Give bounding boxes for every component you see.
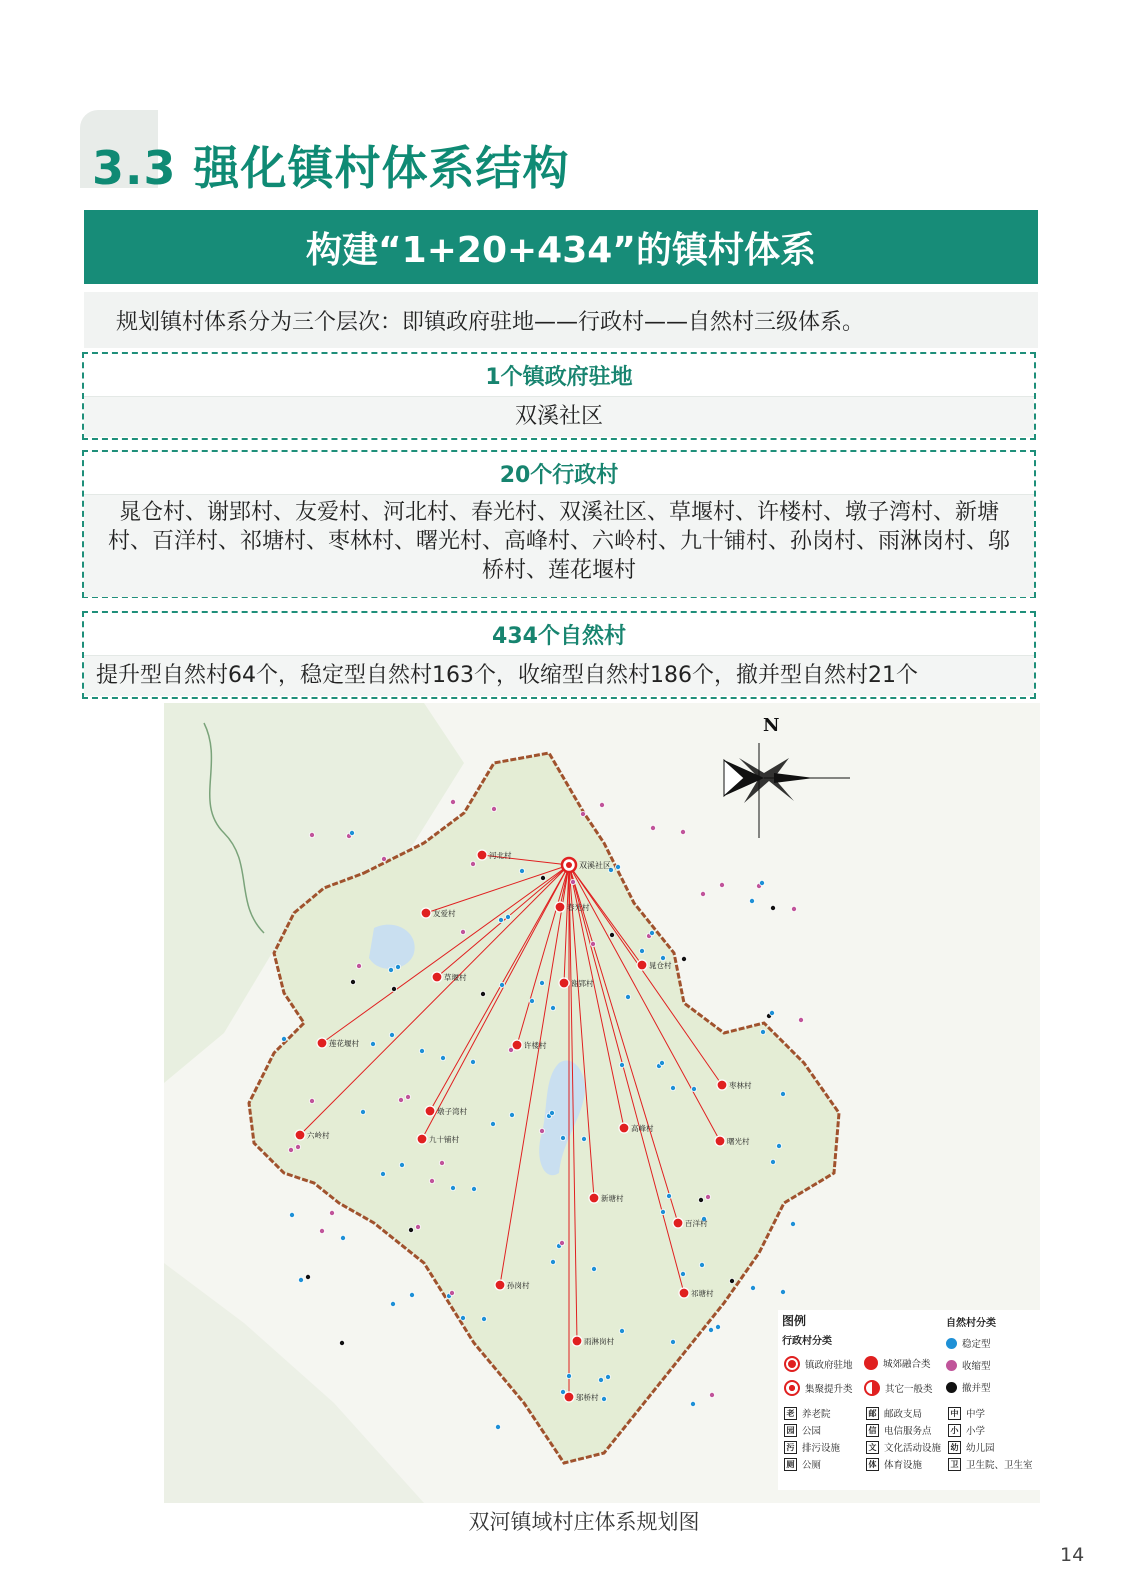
natural-village-marker (609, 932, 614, 937)
natural-village-marker (650, 825, 655, 830)
admin-village-label: 九十铺村 (429, 1135, 459, 1144)
natural-village-marker (570, 879, 575, 884)
admin-village-marker (637, 960, 647, 970)
admin-village-marker (564, 1392, 574, 1402)
natural-village-marker (539, 1128, 544, 1133)
natural-village-marker (470, 861, 475, 866)
natural-village-marker (580, 811, 585, 816)
admin-village-marker (717, 1080, 727, 1090)
natural-village-marker (639, 948, 644, 953)
admin-village-label: 春光村 (567, 903, 590, 912)
natural-village-marker (360, 1109, 365, 1114)
natural-village-marker (619, 1062, 624, 1067)
natural-village-marker (429, 1178, 434, 1183)
admin-village-label: 新塘村 (601, 1194, 624, 1203)
tier-admin-villages (82, 450, 1036, 598)
natural-village-marker (480, 991, 485, 996)
map-caption: 双河镇域村庄体系规划图 (468, 1510, 700, 1534)
north-label: N (763, 715, 780, 736)
admin-village-marker (512, 1040, 522, 1050)
facility-icon: 厕 (784, 1458, 797, 1471)
natural-village-marker (390, 1301, 395, 1306)
town-seat-label: 双溪社区 (579, 861, 611, 870)
admin-village-label: 许楼村 (524, 1041, 547, 1050)
legend-label: 体育设施 (884, 1460, 923, 1471)
legend-label: 城郊融合类 (883, 1359, 931, 1370)
natural-village-marker (680, 1271, 685, 1276)
legend-facility (866, 1406, 922, 1420)
natural-village-marker (529, 998, 534, 1003)
tier-body: 双溪社区 (84, 397, 1034, 437)
tier-heading: 434个自然村 (84, 613, 1034, 656)
admin-village-marker (715, 1136, 725, 1146)
natural-village-marker (350, 979, 355, 984)
suburban-symbol-icon (864, 1356, 878, 1370)
natural-village-marker (395, 964, 400, 969)
admin-village-marker (559, 978, 569, 988)
natural-village-marker (649, 930, 654, 935)
legend-label: 其它一般类 (885, 1384, 933, 1395)
legend-label: 幼儿园 (966, 1443, 995, 1454)
natural-village-marker (791, 906, 796, 911)
admin-village-marker (572, 1336, 582, 1346)
legend-admin-cluster (784, 1380, 853, 1396)
natural-village-marker (540, 875, 545, 880)
banner-text: 构建“1+20+434”的镇村体系 (306, 229, 816, 271)
natural-village-marker (759, 880, 764, 885)
natural-village-marker (519, 868, 524, 873)
legend-label: 排污设施 (802, 1443, 841, 1454)
natural-village-marker (670, 1339, 675, 1344)
admin-village-label: 祁塘村 (691, 1289, 714, 1298)
natural-village-marker (288, 1147, 293, 1152)
natural-village-marker (601, 1396, 606, 1401)
legend-label: 邮政支局 (884, 1409, 923, 1420)
natural-village-marker (719, 882, 724, 887)
seat-symbol-icon (784, 1356, 800, 1372)
stable-symbol-icon (946, 1338, 957, 1349)
natural-village-marker (776, 1143, 781, 1148)
natural-village-marker (760, 1029, 765, 1034)
natural-village-marker (439, 1160, 444, 1165)
natural-village-marker (289, 1212, 294, 1217)
natural-village-marker (749, 898, 754, 903)
facility-icon: 邮 (866, 1407, 879, 1420)
admin-village-marker (425, 1106, 435, 1116)
natural-village-marker (388, 967, 393, 972)
natural-village-marker (319, 1228, 324, 1233)
natural-village-marker (550, 1005, 555, 1010)
legend-label: 撤并型 (962, 1383, 991, 1394)
natural-village-marker (498, 917, 503, 922)
natural-village-marker (780, 1091, 785, 1096)
admin-village-label: 莲花堰村 (329, 1039, 359, 1048)
admin-village-marker (679, 1288, 689, 1298)
facility-icon: 老 (784, 1407, 797, 1420)
section-title: 强化镇村体系结构 (193, 141, 570, 195)
natural-village-marker (539, 980, 544, 985)
tier-natural-villages (82, 611, 1036, 699)
facility-icon: 卫 (948, 1458, 961, 1471)
admin-village-label: 高峰村 (631, 1124, 654, 1133)
tier-heading: 20个行政村 (84, 452, 1034, 495)
natural-village-marker (349, 830, 354, 835)
natural-village-marker (559, 1240, 564, 1245)
admin-village-marker (421, 908, 431, 918)
page-title (92, 132, 570, 198)
legend-facility (948, 1457, 1033, 1471)
admin-village-label: 晁仓村 (649, 961, 672, 970)
cluster-symbol-icon (784, 1380, 800, 1396)
admin-village-marker (477, 850, 487, 860)
page-number: 14 (1060, 1544, 1085, 1566)
facility-icon: 小 (948, 1424, 961, 1437)
natural-village-marker (698, 1197, 703, 1202)
legend-label: 稳定型 (962, 1339, 991, 1350)
natural-village-marker (590, 941, 595, 946)
legend-natural-title: 自然村分类 (946, 1318, 996, 1329)
legend-label: 卫生院、卫生室 (966, 1460, 1033, 1471)
natural-village-marker (560, 1135, 565, 1140)
tier-town-seat (82, 352, 1036, 440)
natural-village-marker (509, 1112, 514, 1117)
natural-village-marker (670, 1085, 675, 1090)
banner (84, 210, 1038, 284)
admin-village-marker (317, 1038, 327, 1048)
natural-village-marker (470, 1059, 475, 1064)
legend-label: 收缩型 (962, 1361, 991, 1372)
legend-facility (948, 1406, 985, 1420)
natural-village-marker (708, 1327, 713, 1332)
intro-text: 规划镇村体系分为三个层次：即镇政府驻地——行政村——自然村三级体系。 (84, 292, 1038, 348)
admin-village-label: 墩子湾村 (437, 1107, 467, 1116)
legend-label: 镇政府驻地 (805, 1360, 853, 1371)
natural-village-marker (790, 1221, 795, 1226)
natural-village-marker (370, 1041, 375, 1046)
facility-icon: 园 (784, 1424, 797, 1437)
natural-village-marker (550, 1259, 555, 1264)
legend-natural-merge (946, 1380, 991, 1394)
natural-village-marker (490, 1121, 495, 1126)
natural-village-marker (591, 1266, 596, 1271)
natural-village-marker (690, 1401, 695, 1406)
facility-icon: 幼 (948, 1441, 961, 1454)
admin-village-label: 友爱村 (433, 909, 456, 918)
admin-village-marker (432, 972, 442, 982)
admin-village-label: 河北村 (489, 851, 512, 860)
legend-facility (866, 1457, 922, 1471)
natural-village-marker (419, 1048, 424, 1053)
natural-village-marker (660, 955, 665, 960)
natural-village-marker (309, 832, 314, 837)
legend-label: 文化活动设施 (884, 1443, 942, 1454)
natural-village-marker (380, 1171, 385, 1176)
legend-label: 公园 (802, 1426, 822, 1437)
legend-facility (784, 1406, 831, 1420)
legend-facility (784, 1440, 840, 1454)
natural-village-marker (339, 1340, 344, 1345)
natural-village-marker (798, 1017, 803, 1022)
natural-village-marker (491, 806, 496, 811)
map-legend (778, 1310, 1040, 1490)
admin-village-marker (495, 1280, 505, 1290)
natural-village-marker (399, 1162, 404, 1167)
natural-village-marker (309, 1098, 314, 1103)
natural-village-marker (549, 1110, 554, 1115)
admin-village-marker (295, 1130, 305, 1140)
legend-label: 中学 (966, 1409, 986, 1420)
natural-village-marker (460, 1315, 465, 1320)
legend-natural-shrink (946, 1358, 991, 1372)
natural-village-marker (481, 1316, 486, 1321)
legend-facility (784, 1423, 821, 1437)
tier-body: 晁仓村、谢郢村、友爱村、河北村、春光村、双溪社区、草堰村、许楼村、墩子湾村、新塘村、百洋村、祁塘村、枣林村、曙光村、高峰村、六岭村、九十铺村、孙岗村、雨淋岗村、邬桥村、莲花堰村 (84, 495, 1034, 597)
natural-village-marker (705, 1194, 710, 1199)
natural-village-marker (598, 1377, 603, 1382)
admin-village-label: 枣林村 (729, 1081, 752, 1090)
natural-village-marker (495, 1424, 500, 1429)
facility-icon: 信 (866, 1424, 879, 1437)
natural-village-marker (295, 1144, 300, 1149)
natural-village-marker (715, 1324, 720, 1329)
natural-village-marker (699, 1262, 704, 1267)
natural-village-marker (440, 1055, 445, 1060)
legend-admin-title: 行政村分类 (782, 1336, 832, 1347)
facility-icon: 体 (866, 1458, 879, 1471)
natural-village-marker (770, 1159, 775, 1164)
natural-village-marker (450, 799, 455, 804)
natural-village-marker (619, 1328, 624, 1333)
general-symbol-icon (864, 1380, 880, 1396)
facility-icon: 污 (784, 1441, 797, 1454)
legend-label: 养老院 (802, 1409, 831, 1420)
natural-village-marker (329, 1210, 334, 1215)
natural-village-marker (660, 1209, 665, 1214)
natural-village-marker (405, 1094, 410, 1099)
admin-village-marker (589, 1193, 599, 1203)
admin-village-label: 六岭村 (307, 1131, 330, 1140)
legend-facility (866, 1440, 941, 1454)
natural-village-marker (281, 1036, 286, 1041)
natural-village-marker (505, 914, 510, 919)
natural-village-marker (391, 986, 396, 991)
natural-village-marker (700, 891, 705, 896)
natural-village-marker (780, 1289, 785, 1294)
natural-village-marker (305, 1274, 310, 1279)
natural-village-marker (681, 956, 686, 961)
facility-icon: 文 (866, 1441, 879, 1454)
legend-admin-suburban (864, 1356, 931, 1370)
admin-village-label: 邬桥村 (576, 1393, 599, 1402)
facility-icon: 中 (948, 1407, 961, 1420)
natural-village-marker (381, 856, 386, 861)
legend-facility (948, 1423, 985, 1437)
admin-village-label: 孙岗村 (507, 1281, 530, 1290)
natural-village-marker (770, 905, 775, 910)
natural-village-marker (680, 829, 685, 834)
natural-village-marker (499, 982, 504, 987)
legend-natural-stable (946, 1336, 991, 1350)
tier-body: 提升型自然村64个，稳定型自然村163个，收缩型自然村186个，撤并型自然村21个 (84, 656, 1034, 696)
legend-label: 公厕 (802, 1460, 822, 1471)
admin-village-label: 曙光村 (727, 1137, 750, 1146)
legend-label: 电信服务点 (884, 1426, 932, 1437)
natural-village-marker (298, 1277, 303, 1282)
natural-village-marker (449, 1290, 454, 1295)
legend-title: 图例 (782, 1314, 807, 1328)
natural-village-marker (581, 1136, 586, 1141)
natural-village-marker (709, 1392, 714, 1397)
natural-village-marker (691, 1086, 696, 1091)
natural-village-marker (398, 1097, 403, 1102)
natural-village-marker (340, 1235, 345, 1240)
natural-village-marker (615, 864, 620, 869)
legend-label: 集聚提升类 (805, 1384, 853, 1395)
natural-village-marker (389, 1032, 394, 1037)
merge-symbol-icon (946, 1382, 957, 1393)
shrink-symbol-icon (946, 1360, 957, 1371)
admin-village-label: 草堰村 (444, 973, 467, 982)
legend-admin-general (864, 1380, 933, 1396)
admin-village-marker (417, 1134, 427, 1144)
natural-village-marker (566, 1373, 571, 1378)
natural-village-marker (750, 1285, 755, 1290)
natural-village-marker (769, 1010, 774, 1015)
legend-facility (866, 1423, 932, 1437)
legend-label: 小学 (966, 1426, 986, 1437)
natural-village-marker (471, 1186, 476, 1191)
natural-village-marker (729, 1278, 734, 1283)
natural-village-marker (659, 1060, 664, 1065)
natural-village-marker (408, 1227, 413, 1232)
legend-facility (784, 1457, 821, 1471)
tier-heading: 1个镇政府驻地 (84, 354, 1034, 397)
natural-village-marker (666, 1193, 671, 1198)
admin-village-marker (673, 1218, 683, 1228)
natural-village-marker (356, 963, 361, 968)
natural-village-marker (460, 929, 465, 934)
town-seat-core (566, 862, 572, 868)
admin-village-marker (555, 902, 565, 912)
natural-village-marker (605, 1374, 610, 1379)
natural-village-marker (409, 1292, 414, 1297)
admin-village-label: 谢郢村 (571, 979, 594, 988)
natural-village-marker (450, 1185, 455, 1190)
natural-village-marker (599, 802, 604, 807)
admin-village-label: 雨淋岗村 (584, 1337, 614, 1346)
legend-admin-seat (784, 1356, 853, 1372)
admin-village-marker (619, 1123, 629, 1133)
natural-village-marker (415, 1224, 420, 1229)
admin-village-label: 百洋村 (685, 1219, 708, 1228)
legend-facility (948, 1440, 995, 1454)
natural-village-marker (625, 994, 630, 999)
section-number: 3.3 (92, 141, 177, 195)
